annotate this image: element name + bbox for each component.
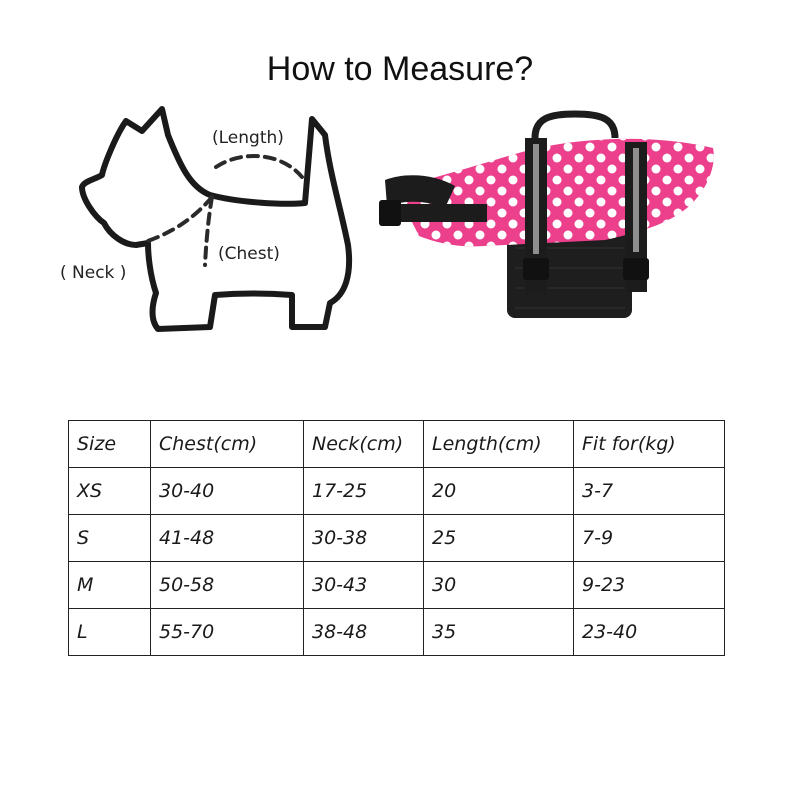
cell-fit: 7-9 (574, 515, 725, 562)
header-length: Length(cm) (424, 421, 574, 468)
cell-fit: 23-40 (574, 609, 725, 656)
vest-handle-icon (535, 114, 615, 138)
cell-length: 20 (424, 468, 574, 515)
page-title: How to Measure? (266, 50, 534, 88)
cell-fit: 9-23 (574, 562, 725, 609)
cell-fit: 3-7 (574, 468, 725, 515)
table-row (69, 515, 725, 562)
table-header-row (69, 421, 725, 468)
side-buckle-left-icon (523, 258, 549, 280)
header-chest: Chest(cm) (151, 421, 304, 468)
header-neck: Neck(cm) (304, 421, 424, 468)
size-table (68, 420, 725, 656)
cell-neck: 30-43 (304, 562, 424, 609)
table-row (69, 609, 725, 656)
size-chart (68, 420, 724, 656)
cell-chest: 30-40 (151, 468, 304, 515)
cell-length: 25 (424, 515, 574, 562)
cell-size: L (69, 609, 151, 656)
length-label: (Length) (212, 128, 284, 148)
chest-label: (Chest) (218, 244, 280, 264)
cell-size: S (69, 515, 151, 562)
dog-measure-diagram (40, 95, 380, 360)
header-size: Size (69, 421, 151, 468)
cell-length: 30 (424, 562, 574, 609)
neck-label: ( Neck ) (60, 263, 127, 283)
cell-size: XS (69, 468, 151, 515)
cell-size: M (69, 562, 151, 609)
cell-chest: 41-48 (151, 515, 304, 562)
cell-length: 35 (424, 609, 574, 656)
cell-neck: 17-25 (304, 468, 424, 515)
cell-neck: 38-48 (304, 609, 424, 656)
side-buckle-right-icon (623, 258, 649, 280)
table-row (69, 562, 725, 609)
cell-chest: 50-58 (151, 562, 304, 609)
buckle-icon (379, 200, 401, 226)
cell-neck: 30-38 (304, 515, 424, 562)
cell-chest: 55-70 (151, 609, 304, 656)
table-row (69, 468, 725, 515)
header-fit: Fit for(kg) (574, 421, 725, 468)
dog-life-vest-image (375, 108, 725, 323)
